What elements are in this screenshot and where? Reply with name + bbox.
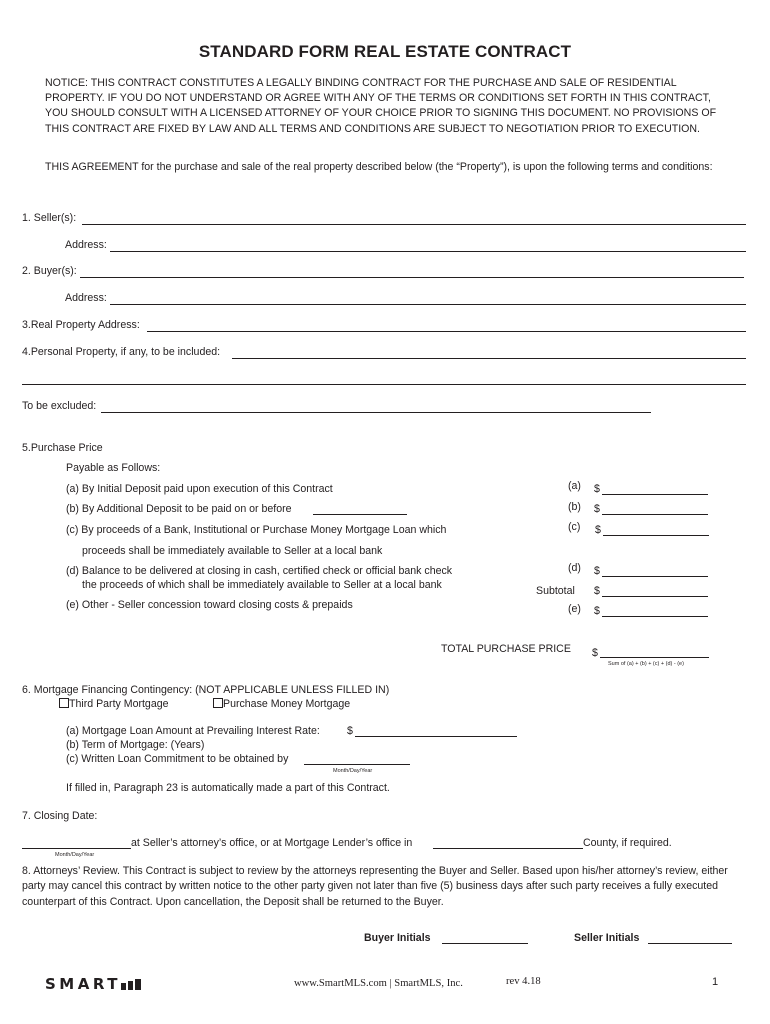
closing-date-note: Month/Day/Year <box>55 852 95 858</box>
item-a-dollar: $ <box>594 483 600 495</box>
item-e-dollar: $ <box>594 605 600 617</box>
purchase-money-checkbox[interactable] <box>213 698 223 708</box>
item-e-amount-field[interactable] <box>602 616 708 617</box>
item-b-tag: (b) <box>568 501 581 513</box>
total-price-label: TOTAL PURCHASE PRICE <box>441 643 571 655</box>
item-a-tag: (a) <box>568 480 581 492</box>
seller-field[interactable] <box>82 224 746 225</box>
seller-initials-field[interactable] <box>648 943 732 944</box>
item-a-label: (a) By Initial Deposit paid upon execution of this Contract <box>66 483 333 495</box>
closing-heading: 7. Closing Date: <box>22 810 98 822</box>
logo-text: SMART <box>45 975 121 993</box>
mortgage-c-label: (c) Written Loan Commitment to be obtained by <box>66 753 289 765</box>
item-b-date-field[interactable] <box>313 514 407 515</box>
item-d-tag: (d) <box>568 562 581 574</box>
smart-mls-logo <box>45 975 143 993</box>
excluded-label: To be excluded: <box>22 400 97 412</box>
buyer-initials-label: Buyer Initials <box>364 932 431 944</box>
item-e-tag: (e) <box>568 603 581 615</box>
item-c-amount-field[interactable] <box>603 535 709 536</box>
closing-county-field[interactable] <box>433 848 583 849</box>
personal-property-field[interactable] <box>232 358 746 359</box>
item-d-dollar: $ <box>594 565 600 577</box>
closing-location-label: at Seller’s attorney’s office, or at Mortgage Lender’s office in <box>131 837 413 849</box>
real-property-field[interactable] <box>147 331 746 332</box>
buyer-initials-field[interactable] <box>442 943 528 944</box>
attorneys-review-paragraph: 8. Attorneys’ Review. This Contract is subject to review by the attorneys representing the Buyer and Seller. Based upon his/her attorney’s review, either party may cancel this contract by written notice to the other party given not later than five (5) business days after such party receives a fully executed counterpart of this Contract. Upon cancellation, the Deposit shall be returned to the Buyer. <box>22 865 728 908</box>
item-c-label-cont: proceeds shall be immediately available to Seller at a local bank <box>82 545 383 557</box>
item-a-amount-field[interactable] <box>602 494 708 495</box>
subtotal-field[interactable] <box>602 596 708 597</box>
personal-property-label: 4.Personal Property, if any, to be included: <box>22 346 221 358</box>
paragraph-23-note: If filled in, Paragraph 23 is automatically made a part of this Contract. <box>66 782 390 794</box>
footer-website: www.SmartMLS.com | SmartMLS, Inc. <box>294 978 463 989</box>
item-d-label: (d) Balance to be delivered at closing in cash, certified check or official bank check <box>66 565 453 577</box>
buyer-field[interactable] <box>80 277 744 278</box>
total-price-field[interactable] <box>600 657 709 658</box>
page-title: STANDARD FORM REAL ESTATE CONTRACT <box>198 42 572 61</box>
item-d-amount-field[interactable] <box>602 576 708 577</box>
mortgage-heading: 6. Mortgage Financing Contingency: (NOT APPLICABLE UNLESS FILLED IN) <box>22 684 390 696</box>
page-number: 1 <box>712 976 719 988</box>
closing-date-field[interactable] <box>22 848 131 849</box>
item-c-dollar: $ <box>595 524 601 536</box>
notice-paragraph: NOTICE: THIS CONTRACT CONSTITUTES A LEGALLY BINDING CONTRACT FOR THE PURCHASE AND SALE OF RESIDENTIAL PROPERTY. IF YOU DO NOT UNDERSTAND OR AGREE WITH ANY OF THE TERMS OR CONDITIONS SET FORTH IN THIS CONTRACT, YOU SHOULD CONSULT WITH A LICENSED ATTORNEY OF YOUR CHOICE PRIOR TO SIGNING THIS DOCUMENT. NO PROVISIONS OF THIS CONTRACT ARE FIXED BY LAW AND ALL TERMS AND CONDITIONS ARE SUBJECT TO NEGOTIATION PRIOR TO EXECUTION. <box>45 77 717 135</box>
mortgage-b-label: (b) Term of Mortgage: (Years) <box>66 739 205 751</box>
payable-label: Payable as Follows: <box>66 462 161 474</box>
total-price-note: Sum of (a) + (b) + (c) + (d) - (e) <box>608 661 684 667</box>
loan-commitment-date-field[interactable] <box>304 764 410 765</box>
item-b-amount-field[interactable] <box>602 514 708 515</box>
item-c-tag: (c) <box>568 521 581 533</box>
real-property-label: 3.Real Property Address: <box>22 319 140 331</box>
closing-county-label: County, if required. <box>583 837 672 849</box>
seller-label: 1. Seller(s): <box>22 212 77 224</box>
mortgage-amount-field[interactable] <box>355 736 517 737</box>
buyer-address-label: Address: <box>65 292 107 304</box>
loan-commitment-date-note: Month/Day/Year <box>333 768 373 774</box>
purchase-money-option[interactable] <box>213 698 350 710</box>
third-party-label: Third Party Mortgage <box>69 698 169 710</box>
item-d-label-cont: the proceeds of which shall be immediately available to Seller at a local bank <box>82 579 442 591</box>
buyer-address-field[interactable] <box>110 304 746 305</box>
excluded-field[interactable] <box>101 412 651 413</box>
third-party-option[interactable] <box>59 698 169 710</box>
mortgage-a-label: (a) Mortgage Loan Amount at Prevailing Interest Rate: <box>66 725 320 737</box>
seller-address-field[interactable] <box>110 251 746 252</box>
mortgage-a-dollar: $ <box>347 725 353 737</box>
buyer-label: 2. Buyer(s): <box>22 265 77 277</box>
item-b-label: (b) By Additional Deposit to be paid on or before <box>66 503 292 515</box>
third-party-checkbox[interactable] <box>59 698 69 708</box>
item-b-dollar: $ <box>594 503 600 515</box>
personal-property-field-2[interactable] <box>22 384 746 385</box>
agreement-paragraph: THIS AGREEMENT for the purchase and sale of the real property described below (the “Property”), is upon the following terms and conditions: <box>45 161 713 173</box>
footer-revision: rev 4.18 <box>506 976 541 987</box>
purchase-money-label: Purchase Money Mortgage <box>223 698 351 710</box>
seller-address-label: Address: <box>65 239 107 251</box>
purchase-price-heading: 5.Purchase Price <box>22 442 103 454</box>
item-c-label: (c) By proceeds of a Bank, Institutional or Purchase Money Mortgage Loan which <box>66 524 447 536</box>
item-e-label: (e) Other - Seller concession toward closing costs & prepaids <box>66 599 353 611</box>
logo-mark-icon <box>121 979 143 990</box>
subtotal-dollar: $ <box>594 585 600 597</box>
seller-initials-label: Seller Initials <box>574 932 640 944</box>
total-price-dollar: $ <box>592 647 598 659</box>
subtotal-label: Subtotal <box>536 585 575 597</box>
